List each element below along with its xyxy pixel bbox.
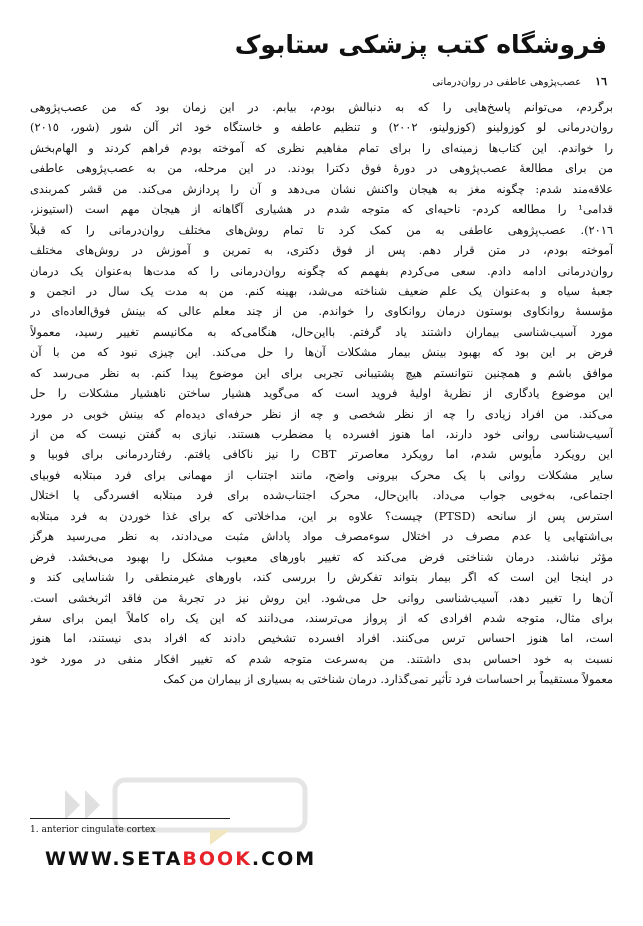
body-line: برای مثال، متوجه شدم افرادی که از پرواز می‌ترسند، می‌دانند که این یک راه کاملاً ایمن برای سفر — [30, 610, 613, 625]
body-line: مؤثر نباشند. درمان شناختی فرض می‌کند که تغییر باورهای معیوب مشکل را بهبود می‌بخشد. فرض — [30, 549, 613, 564]
body-text — [30, 97, 613, 690]
body-line: این موضوع یادگاری از نظریهٔ اولیهٔ فروید است که می‌گوید هشیار ساختن ناهشیار مشکلات را حل — [30, 386, 613, 401]
body-line: است، اما هنوز احساس ترس می‌کنند. افراد افسرده تشخیص دادند که افراد بدی نیستند، اما هنوز — [30, 631, 613, 646]
site-url-suffix: .COM — [251, 848, 317, 870]
body-line: روان‌درمانی ادامه دادم. سعی می‌کردم بفهمم که چگونه روان‌درمانی را که مدت‌ها به‌عنوان یک درمان — [30, 263, 613, 278]
logo-graphic — [60, 760, 320, 850]
setabook-logo-watermark — [60, 760, 320, 850]
body-line: معمولاً مستقیماً بر احساسات فرد تأثیر نمی‌گذارد. درمان شناختی به بسیاری از بیماران من کمک — [163, 672, 613, 687]
body-line: آن‌ها را تغییر دهد، آسیب‌شناسی روانی حل می‌شود. این روش نیز در تجربهٔ من فاقد اثربخشی است. — [30, 590, 613, 605]
body-line: آموخته بودم، در متن قرار دهم. پس از فوق دکتری، به تمرین و آموزش در روش‌های مختلف — [30, 243, 613, 258]
body-line: بی‌اشتهایی یا عدم مصرف در اختلال سوءمصرف مواد پاداش مثبت می‌دادند، به نظر می‌رسید هرگز — [30, 529, 613, 544]
running-head — [36, 75, 607, 88]
page-number: ١٦ — [595, 75, 607, 88]
running-title: عصب‌پژوهی عاطفی در روان‌درمانی — [432, 77, 582, 88]
body-line: ٢٠١٦). عصب‌پژوهی عاطفی به من کمک کرد تا تمام روش‌های مختلف روان‌درمانی را که قبلاً — [30, 222, 613, 237]
body-line: استرس پس از سانحه (PTSD) چیست؟ علاوه بر این، مداخلاتی که برای غذا خوردن به فرد مبتلابه — [30, 508, 613, 523]
body-line: این رویکرد مأیوس شدم، اما رویکرد معاصرتر CBT را نیز ناکافی یافتم. رفتاردرمانی برای فوبیا و — [30, 447, 613, 462]
site-url[interactable] — [45, 848, 316, 870]
footnote-rule — [30, 818, 230, 819]
body-line: نسبت به خود احساس بدی داشتند. من به‌سرعت متوجه شدم که تغییر افکار منفی در مورد خود — [30, 651, 613, 666]
body-line: اجتماعی، به‌خوبی جواب می‌داد. بااین‌حال، محرک اجتناب‌شده برای فرد مبتلابه افسردگی یا اختلال — [30, 488, 613, 503]
site-url-accent: BOOK — [182, 848, 252, 870]
body-line: سایر مشکلات روانی با یک محرک بیرونی واضح، مانند اجتناب از مهمانی برای فرد مبتلابه فوبیای — [30, 467, 613, 482]
footnote: 1. anterior cingulate cortex — [30, 825, 156, 835]
body-line: می‌کند. من افراد زیادی را چه از نظر شخصی و چه از نظر حرفه‌ای دیده‌ام که بینش خوبی در مورد — [30, 406, 613, 421]
body-line: فرض بر این بود که بهبود بینش بیمار مشکلات آن‌ها را حل می‌کند. این چیزی نبود که من با آن — [30, 345, 613, 360]
body-line: جعبهٔ سیاه و به‌عنوان یک علم ضعیف شناخته می‌شد، بهینه کنم. من به مدت یک سال در انجمن و — [30, 283, 613, 298]
body-line: روان‌درمانی لو کوزولینو (کوزولینو، ٢٠٠٢) و تنظیم عاطفه و خاستگاه خود اثر آلن شور (شور، ٢٠١٥) — [30, 120, 613, 135]
site-url-prefix: WWW.SETA — [45, 848, 183, 870]
body-line: علاقه‌مند شدم: چگونه مغز به هیجان واکنش نشان می‌دهد و آن را پردازش می‌کند. من قشر کمربندی — [30, 181, 613, 196]
body-line: موافق باشم و همچنین نتوانستم هیچ پشتیبانی تجربی برای این موضوع پیدا کنم. به نظر می‌رسد که — [30, 365, 613, 380]
body-line: آسیب‌شناسی روانی خود دارند، اما هنوز افسرده یا مضطرب هستند. نیازی به گفتن نیست که من از — [30, 427, 613, 441]
body-line: من برای مطالعهٔ عصب‌پژوهی در دورهٔ فوق دکترا بودند. در این مرحله، من به عصب‌پژوهی عاطفی — [30, 161, 613, 176]
site-banner-title: فروشگاه کتب پزشکی ستابوک — [234, 30, 607, 59]
body-line: در اینجا این است که اگر بیمار بتواند تفکرش را بررسی کند، باورهای غیرمنطقی را شناسایی کند و — [30, 570, 613, 585]
body-line: برگردم، می‌توانم پاسخ‌هایی را که به دنبالش بودم، بیابم. در این زمان بود که من عصب‌پژوهی — [30, 100, 613, 114]
body-line: را خواندم. این کتاب‌ها زمینه‌ای را برای تمام مفاهیم نظری که آموخته بودم فراهم کردند و الهام‌بخش — [30, 140, 613, 155]
body-line: مؤسسهٔ روانکاوی بوستون درمان روانکاوی را خواندم. من از چند معلم عالی که بینش فوق‌العاده‌ای در — [30, 304, 613, 319]
body-line: مورد آسیب‌شناسی بیماران داشتند یاد گرفتم. بااین‌حال، هنگامی‌که به مکانیسم تغییر رسید، معمولاً — [30, 324, 613, 339]
body-line: قدامی¹ را مطالعه کردم- ناحیه‌ای که متوجه شدم در هشیاری آگاهانه از هیجان مهم است (استیونز، — [30, 202, 613, 217]
